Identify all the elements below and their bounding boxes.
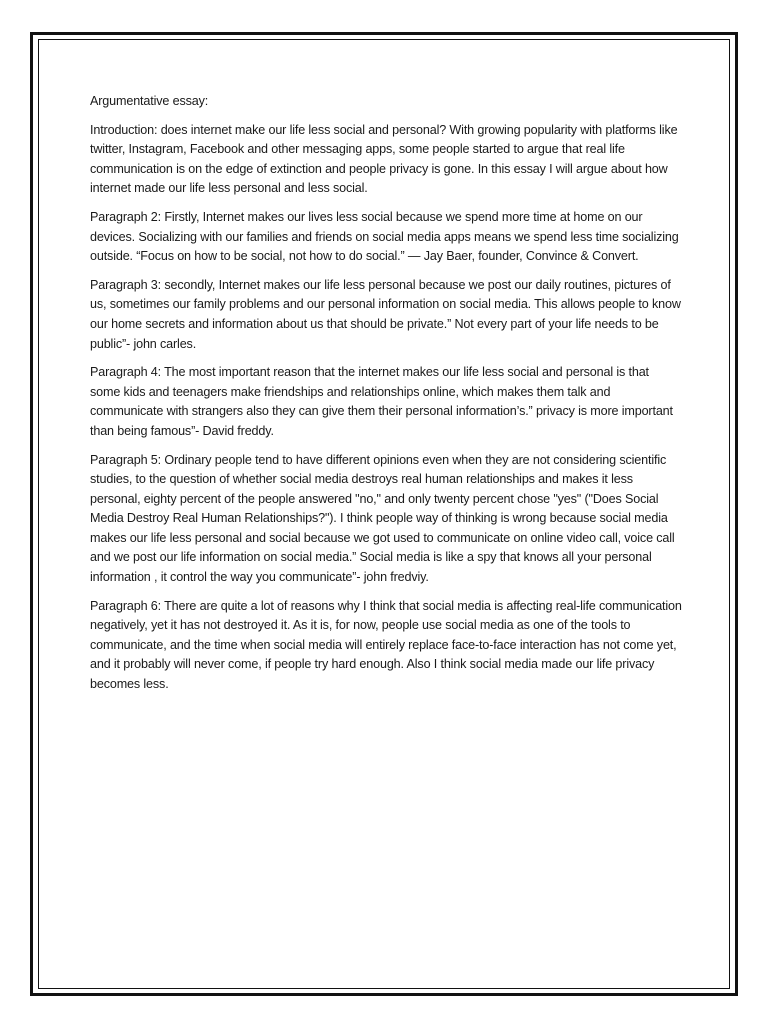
paragraph-4: Paragraph 4: The most important reason that the internet makes our life less social and personal is that some kids and teenagers make friendships and relationships online, which makes them talk and communicate with strangers also they can give them their personal information’s.” privacy is more important than being famous”- David freddy.: [90, 365, 673, 438]
paragraph-6: Paragraph 6: There are quite a lot of reasons why I think that social media is affecting real-life communication negatively, yet it has not destroyed it. As it is, for now, people use social media as one of the tools to communicate, and the time when social media will entirely replace face-to-face interaction has not come yet, and it probably will never come, if people try hard enough. Also I think social media made our life privacy becomes less.: [90, 598, 682, 692]
paragraph-3: Paragraph 3: secondly, Internet makes our life less personal because we post our daily routines, pictures of us, sometimes our family problems and our personal information on social media. This allows people to know our home secrets and information about us that should be private.” Not every part of your life needs to be public”- john carles.: [90, 277, 681, 351]
essay-body: [90, 92, 682, 704]
paragraph-5: Paragraph 5: Ordinary people tend to have different opinions even when they are not considering scientific studies, to the question of whether social media destroys real human relationships and makes it less personal, eighty percent of the people answered "no," and only twenty percent chose "yes" ("Does Social Media Destroy Real Human Relationships?"). I think people way of thinking is wrong because social media makes our life less personal and social because we got used to communicate on online video call, voice call and we post our life information on social media.” Social media is like a spy that knows all your personal information , it control the way you communicate”- john fredviy.: [90, 452, 675, 585]
paragraph-introduction: Introduction: does internet make our life less social and personal? With growing popularity with platforms like twitter, Instagram, Facebook and other messaging apps, some people started to argue that real life communication is on the edge of extinction and people privacy is gone. In this essay I will argue about how internet made our life less personal and less social.: [90, 122, 678, 196]
essay-heading: Argumentative essay:: [90, 94, 209, 108]
paragraph-2: Paragraph 2: Firstly, Internet makes our lives less social because we spend more time at home on our devices. Socializing with our families and friends on social media apps means we spend less time socializing outside. “Focus on how to be social, not how to do social.” — Jay Baer, founder, Convince & Convert.: [90, 209, 679, 264]
